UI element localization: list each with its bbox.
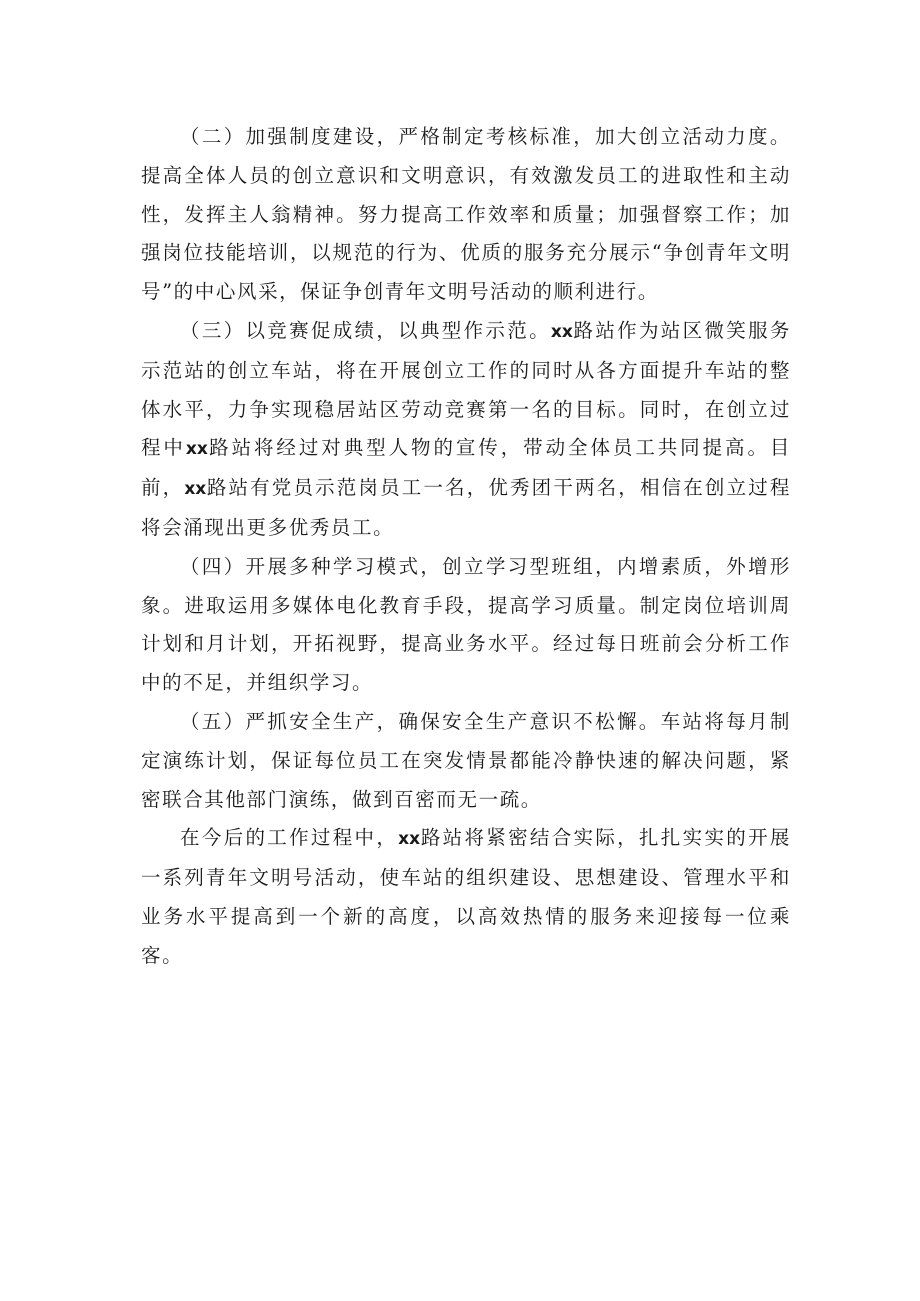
paragraph-measures-4: （四）开展多种学习模式，创立学习型班组，内增素质，外增形象。进取运用多媒体电化教育手段，提高学习质量。制定岗位培训周计划和月计划，开拓视野，提高业务水平。经过每日班前会分析工作中的不足，并组织学习。 xyxy=(141,554,791,695)
paragraph-measures-5: （五）严抓安全生产，确保安全生产意识不松懈。车站将每月制定演练计划，保证每位员工在突发情景都能冷静快速的解决问题，紧密联合其他部门演练，做到百密而无一疏。 xyxy=(141,709,791,811)
paragraph-conclusion: 在今后的工作过程中，xx路站将紧密结合实际，扎扎实实的开展一系列青年文明号活动，使车站的组织建设、思想建设、管理水平和业务水平提高到一个新的高度，以高效热情的服务来迎接每一位乘客。 xyxy=(141,826,791,967)
paragraph-measures-2: （二）加强制度建设，严格制定考核标准，加大创立活动力度。提高全体人员的创立意识和文明意识，有效激发员工的进取性和主动性，发挥主人翁精神。努力提高工作效率和质量；加强督察工作；加强岗位技能培训，以规范的行为、优质的服务充分展示“争创青年文明号”的中心风采，保证争创青年文明号活动的顺利进行。 xyxy=(141,125,791,304)
document-body xyxy=(141,118,791,976)
paragraph-measures-3: （三）以竞赛促成绩，以典型作示范。xx路站作为站区微笑服务示范站的创立车站，将在开展创立工作的同时从各方面提升车站的整体水平，力争实现稳居站区劳动竞赛第一名的目标。同时，在创立过程中xx路站将经过对典型人物的宣传，带动全体员工共同提高。目前，xx路站有党员示范岗员工一名，优秀团干两名，相信在创立过程将会涌现出更多优秀员工。 xyxy=(141,318,792,539)
